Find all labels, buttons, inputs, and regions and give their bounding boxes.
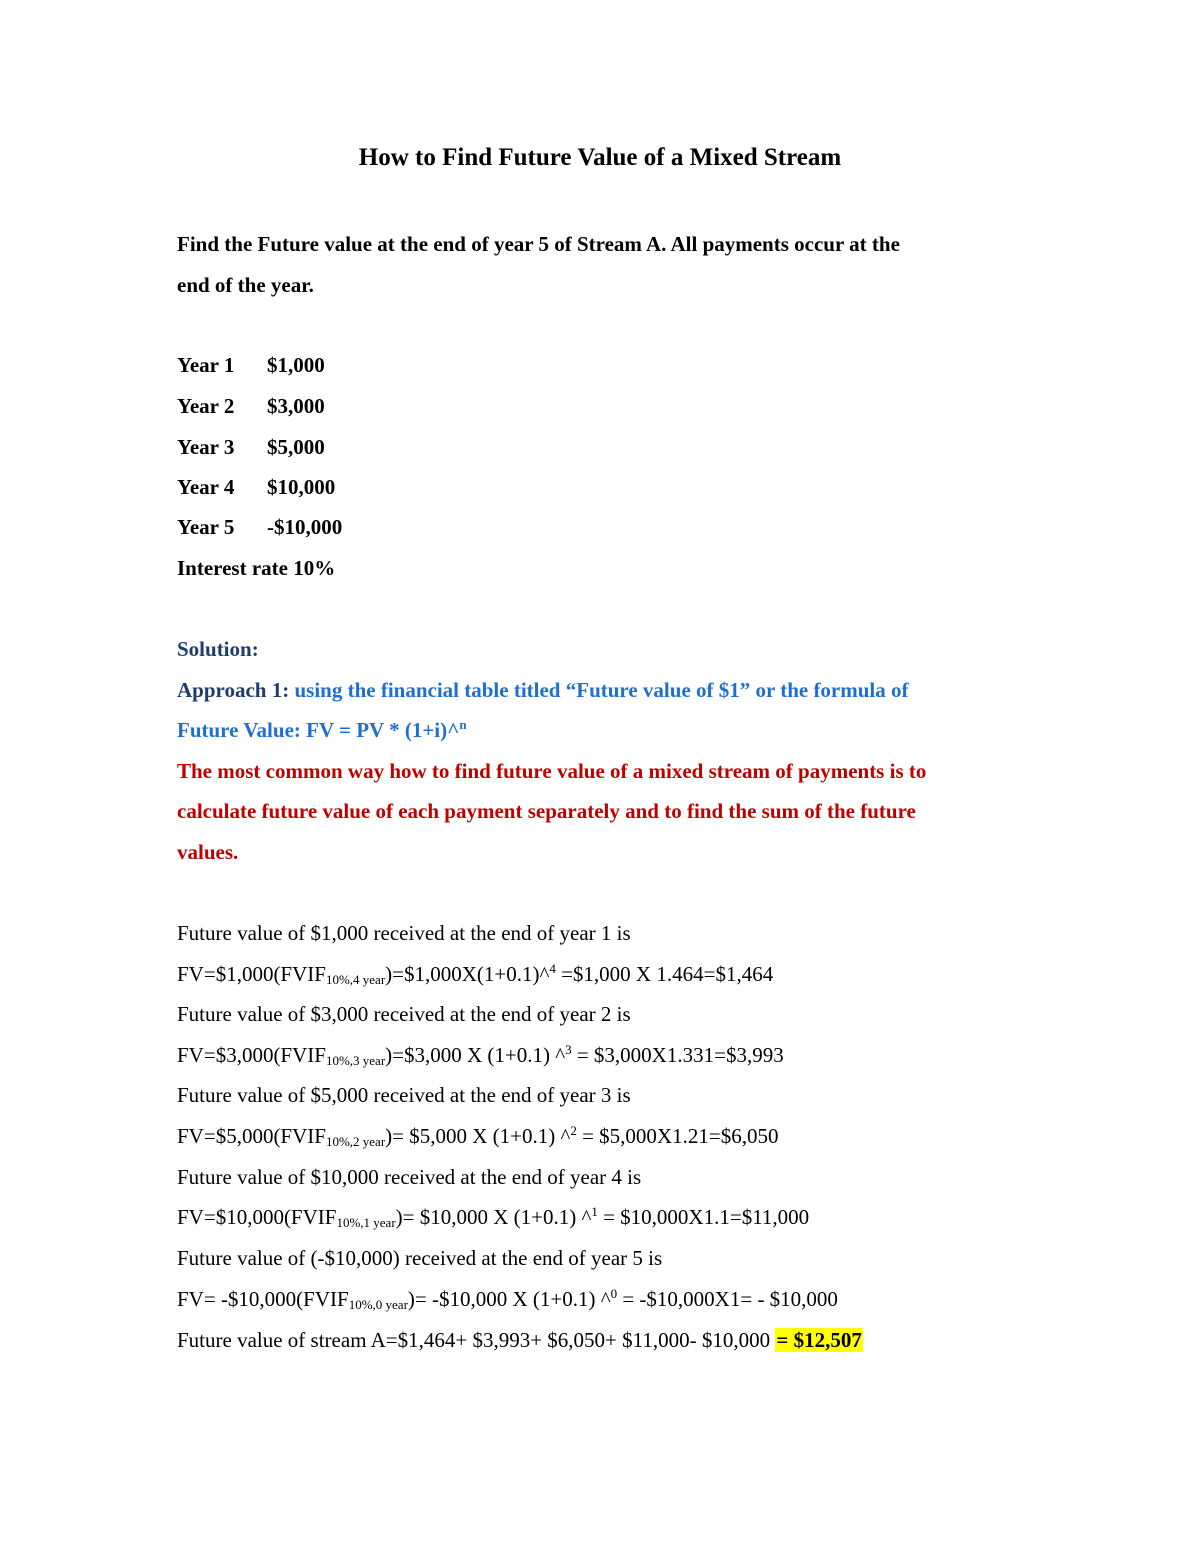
page-title: How to Find Future Value of a Mixed Stream bbox=[358, 144, 842, 171]
total-result-highlight: = $12,507 bbox=[776, 1328, 862, 1352]
stream-amount: $1,000 bbox=[267, 353, 325, 377]
stream-amount: $3,000 bbox=[267, 394, 325, 418]
formula-subscript: 10%,2 year bbox=[325, 1134, 386, 1149]
stream-amount: $10,000 bbox=[267, 475, 336, 499]
stream-amount: -$10,000 bbox=[267, 515, 343, 539]
explanation-line-2: calculate future value of each payment separately and to find the sum of the future bbox=[177, 799, 916, 823]
formula-part: )=$3,000 X (1+0.1) ^ bbox=[385, 1043, 566, 1067]
formula-subscript: 10%,0 year bbox=[348, 1297, 408, 1312]
formula-result: = -$10,000X1= - $10,000 bbox=[617, 1287, 838, 1311]
stream-row-2 bbox=[177, 391, 325, 421]
step-3-description: Future value of $5,000 received at the end of year 3 is bbox=[177, 1083, 631, 1107]
step-2-description: Future value of $3,000 received at the end of year 2 is bbox=[177, 1002, 631, 1026]
approach-line-1 bbox=[177, 675, 909, 705]
formula-part: FV= -$10,000(FVIF bbox=[177, 1287, 349, 1311]
formula-exponent: 2 bbox=[570, 1123, 577, 1138]
formula-exponent: 4 bbox=[549, 961, 556, 976]
formula-exponent: 3 bbox=[565, 1042, 572, 1057]
formula-exponent: n bbox=[459, 717, 467, 732]
formula-result: = $5,000X1.21=$6,050 bbox=[576, 1124, 779, 1148]
formula-result: = $10,000X1.1=$11,000 bbox=[597, 1205, 810, 1229]
formula-result: = $3,000X1.331=$3,993 bbox=[571, 1043, 784, 1067]
step-1-description: Future value of $1,000 received at the end of year 1 is bbox=[177, 921, 631, 945]
formula-part: FV=$5,000(FVIF bbox=[177, 1124, 326, 1148]
step-5-formula bbox=[177, 1284, 838, 1314]
solution-label: Solution: bbox=[177, 637, 259, 661]
stream-year-label: Year 4 bbox=[177, 475, 235, 499]
step-2-formula bbox=[177, 1040, 784, 1070]
approach-line-2 bbox=[177, 715, 467, 745]
stream-year-label: Year 1 bbox=[177, 353, 235, 377]
formula-subscript: 10%,4 year bbox=[325, 972, 386, 987]
formula-part: FV=$10,000(FVIF bbox=[177, 1205, 337, 1229]
step-3-formula bbox=[177, 1121, 778, 1151]
formula-exponent: 1 bbox=[591, 1204, 598, 1219]
explanation-line-3: values. bbox=[177, 840, 239, 864]
step-1-formula bbox=[177, 959, 773, 989]
step-4-formula bbox=[177, 1202, 809, 1232]
formula-subscript: 10%,3 year bbox=[325, 1053, 386, 1068]
stream-year-label: Year 3 bbox=[177, 435, 235, 459]
stream-row-5 bbox=[177, 512, 342, 542]
fv-formula: Future Value: FV = PV * (1+i)^ bbox=[177, 718, 460, 742]
formula-part: )=$1,000X(1+0.1)^ bbox=[385, 962, 550, 986]
step-4-description: Future value of $10,000 received at the end of year 4 is bbox=[177, 1165, 642, 1189]
problem-line-2: end of the year. bbox=[177, 273, 314, 297]
stream-row-1 bbox=[177, 350, 325, 380]
stream-year-label: Year 5 bbox=[177, 515, 235, 539]
interest-rate: Interest rate 10% bbox=[177, 556, 336, 580]
explanation-line-1: The most common way how to find future value of a mixed stream of payments is to bbox=[177, 759, 927, 783]
formula-part: )= -$10,000 X (1+0.1) ^ bbox=[407, 1287, 611, 1311]
approach-text: using the financial table titled “Future value of $1” or the formula of bbox=[289, 678, 909, 702]
formula-part: FV=$1,000(FVIF bbox=[177, 962, 326, 986]
formula-part: FV=$3,000(FVIF bbox=[177, 1043, 326, 1067]
total-text: Future value of stream A=$1,464+ $3,993+ $6,050+ $11,000- $10,000 bbox=[177, 1328, 776, 1352]
formula-subscript: 10%,1 year bbox=[336, 1215, 396, 1230]
stream-row-4 bbox=[177, 472, 335, 502]
formula-part: )= $5,000 X (1+0.1) ^ bbox=[385, 1124, 571, 1148]
step-5-description: Future value of (-$10,000) received at the end of year 5 is bbox=[177, 1246, 663, 1270]
stream-row-3 bbox=[177, 432, 325, 462]
formula-part: )= $10,000 X (1+0.1) ^ bbox=[395, 1205, 592, 1229]
stream-amount: $5,000 bbox=[267, 435, 325, 459]
problem-line-1: Find the Future value at the end of year 5 of Stream A. All payments occur at the bbox=[177, 232, 900, 256]
formula-result: =$1,000 X 1.464=$1,464 bbox=[555, 962, 774, 986]
stream-year-label: Year 2 bbox=[177, 394, 235, 418]
formula-exponent: 0 bbox=[610, 1286, 618, 1301]
total-line bbox=[177, 1325, 863, 1355]
approach-label: Approach 1: bbox=[177, 678, 290, 702]
